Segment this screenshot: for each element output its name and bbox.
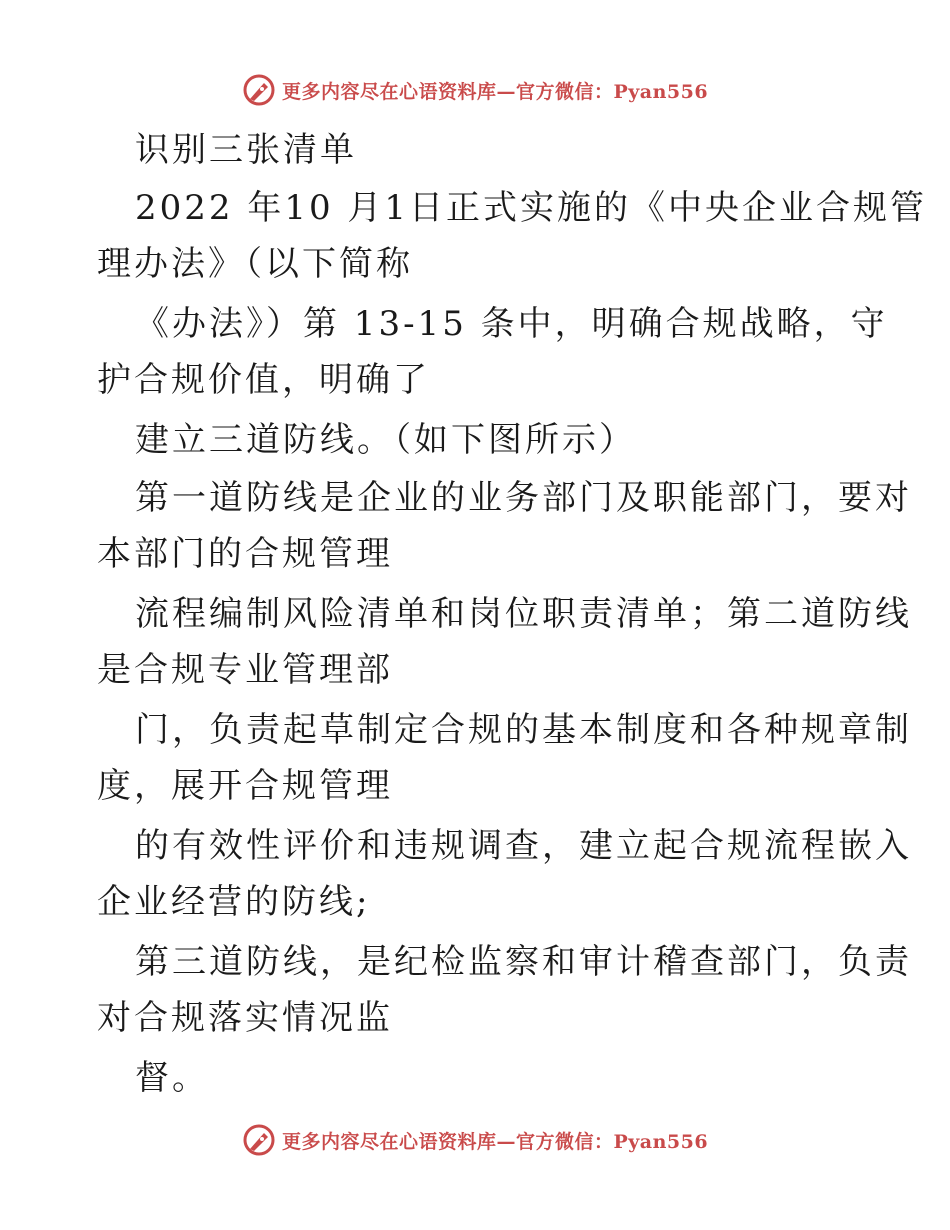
paragraph-line: 本部门的合规管理: [97, 534, 393, 574]
section-heading: 识别三张清单: [135, 130, 357, 170]
watermark-text: 更多内容尽在心语资料库—官方微信：Pyan556: [281, 80, 709, 103]
paragraph-line: 2022 年10 月1日正式实施的《中央企业合规管: [135, 188, 928, 228]
pen-nib-logo-icon: [242, 73, 276, 107]
paragraph-line: 督。: [135, 1058, 209, 1098]
paragraph-line: 门，负责起草制定合规的基本制度和各种规章制: [135, 710, 912, 750]
paragraph-line: 第三道防线，是纪检监察和审计稽查部门，负责: [135, 942, 912, 982]
paragraph-line: 企业经营的防线;: [97, 882, 371, 922]
paragraph-line: 对合规落实情况监: [97, 998, 393, 1038]
paragraph-line: 建立三道防线。（如下图所示）: [135, 420, 636, 460]
paragraph-line: 《办法》）第 13-15 条中，明确合规战略，守: [135, 304, 888, 344]
paragraph-line: 是合规专业管理部: [97, 650, 393, 690]
footer-watermark: [0, 1120, 950, 1160]
header-watermark: [0, 70, 950, 110]
paragraph-line: 流程编制风险清单和岗位职责清单；第二道防线: [135, 594, 912, 634]
paragraph-line: 理办法》（以下简称: [97, 244, 413, 284]
paragraph-line: 的有效性评价和违规调查，建立起合规流程嵌入: [135, 826, 912, 866]
paragraph-line: 护合规价值，明确了: [97, 360, 430, 400]
paragraph-line: 度，展开合规管理: [97, 766, 393, 806]
watermark-text: 更多内容尽在心语资料库—官方微信：Pyan556: [281, 1130, 709, 1153]
paragraph-line: 第一道防线是企业的业务部门及职能部门，要对: [135, 478, 912, 518]
pen-nib-logo-icon: [242, 1123, 276, 1157]
